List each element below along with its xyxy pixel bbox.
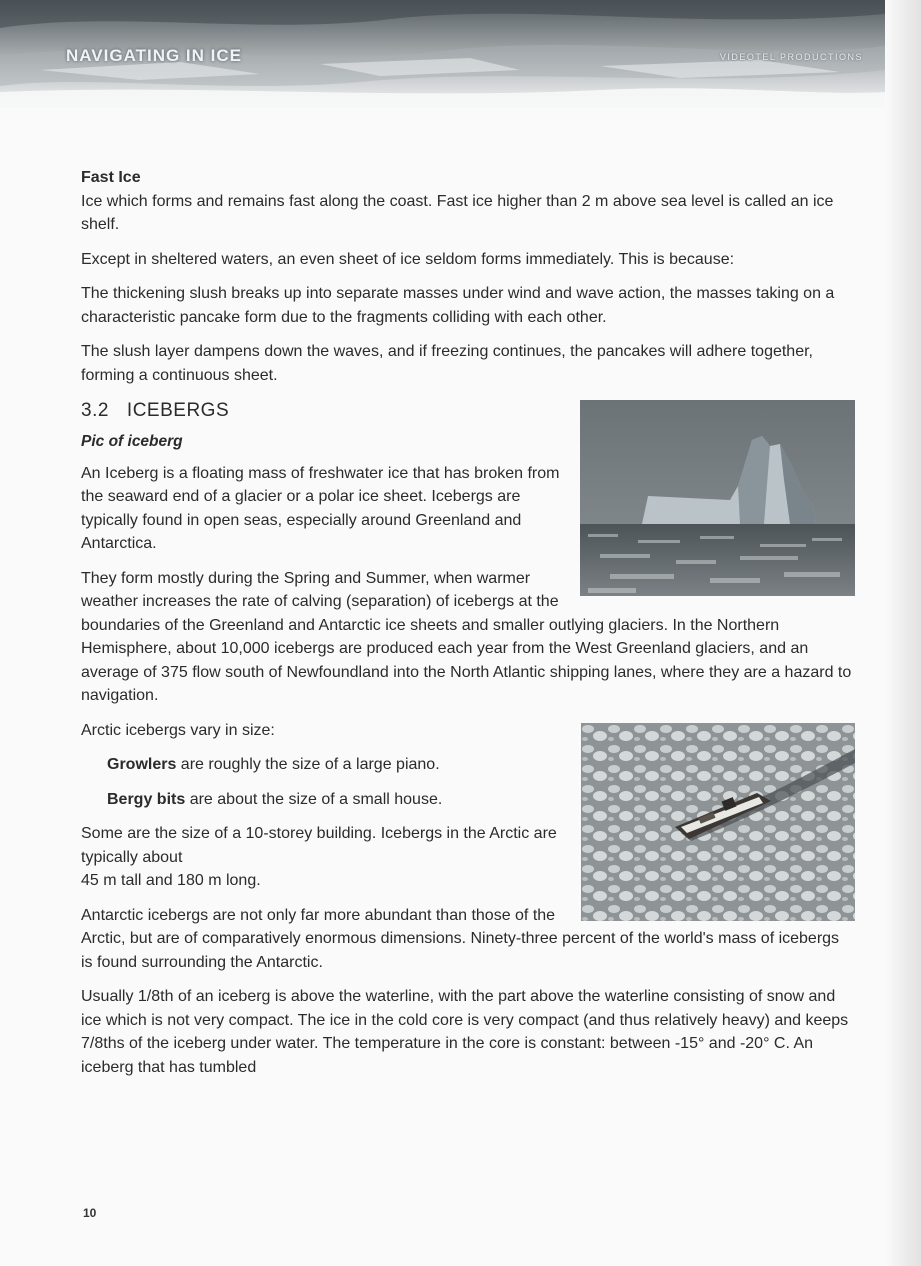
fast-ice-paragraph-1: Except in sheltered waters, an even sheet of ice seldom forms immediately. This is because: xyxy=(81,250,735,268)
arctic-size-dimensions: 45 m tall and 180 m long. xyxy=(81,872,261,889)
main-content xyxy=(81,166,855,1090)
page-number: 10 xyxy=(83,1206,97,1220)
growlers-text: are roughly the size of a large piano. xyxy=(176,756,440,773)
fast-ice-paragraph-2: The thickening slush breaks up into separate masses under wind and wave action, the masses taking on a characteristic pancake form due to the fragments colliding with each other. xyxy=(81,285,835,326)
icebergs-paragraph-1: An Iceberg is a floating mass of freshwater ice that has broken from the seaward end of a glacier or a polar ice sheet. Icebergs are typically found in open seas, especially around Greenland and Antarctica. xyxy=(81,464,560,552)
iceberg-photo-caption: Pic of iceberg xyxy=(81,433,183,450)
page-edge-shadow xyxy=(885,0,921,1266)
header-title: NAVIGATING IN ICE xyxy=(66,46,242,65)
icebergs-sizes-intro: Arctic icebergs vary in size: xyxy=(81,721,275,739)
growlers-term: Growlers xyxy=(107,756,177,773)
bergy-bits-term: Bergy bits xyxy=(107,790,186,808)
section-number: 3.2 xyxy=(81,400,109,421)
icebergs-paragraph-4: Antarctic icebergs are not only far more abundant than those of the Arctic, but are of comparatively enormous dimensions. Ninety-three percent of the world's mass of icebergs is found surrounding the Antarctic. xyxy=(81,906,840,971)
fast-ice-paragraph-3: The slush layer dampens down the waves, and if freezing continues, the pancakes will adhere together, forming a continuous sheet. xyxy=(81,343,813,384)
section-title: ICEBERGS xyxy=(126,400,230,421)
arctic-size-text: Some are the size of a 10-storey building. Icebergs in the Arctic are typically about xyxy=(81,825,557,866)
ship-in-pack-ice-photo xyxy=(581,723,855,921)
header-banner xyxy=(0,0,885,108)
icebergs-paragraph-2: They form mostly during the Spring and Summer, when warmer weather increases the rate of calving (separation) of icebergs at the boundaries of the Greenland and Antarctic ice sheets and smaller outlying glaciers. In the Northern Hemisphere, about 10,000 icebergs are produced each year from the West Greenland glaciers, and an average of 375 flow south of Newfoundland into the North Atlantic shipping lanes, where they are a hazard to navigation. xyxy=(81,569,852,704)
icebergs-paragraph-5: Usually 1/8th of an iceberg is above the waterline, with the part above the waterline consisting of snow and ice which is not very compact. The ice in the cold core is very compact (and thus relatively heavy) and keeps 7/8ths of the iceberg under water. The temperature in the core is constant: between -15° and -20° C. An iceberg that has tumbled xyxy=(81,988,849,1076)
fast-ice-definition: Ice which forms and remains fast along the coast. Fast ice higher than 2 m above sea level is called an ice shelf. xyxy=(81,192,834,233)
bergy-bits-text: are about the size of a small house. xyxy=(185,790,443,808)
fast-ice-heading: Fast Ice xyxy=(81,169,141,186)
header-brand: VIDEOTEL PRODUCTIONS xyxy=(719,52,863,62)
iceberg-photo xyxy=(580,400,855,596)
